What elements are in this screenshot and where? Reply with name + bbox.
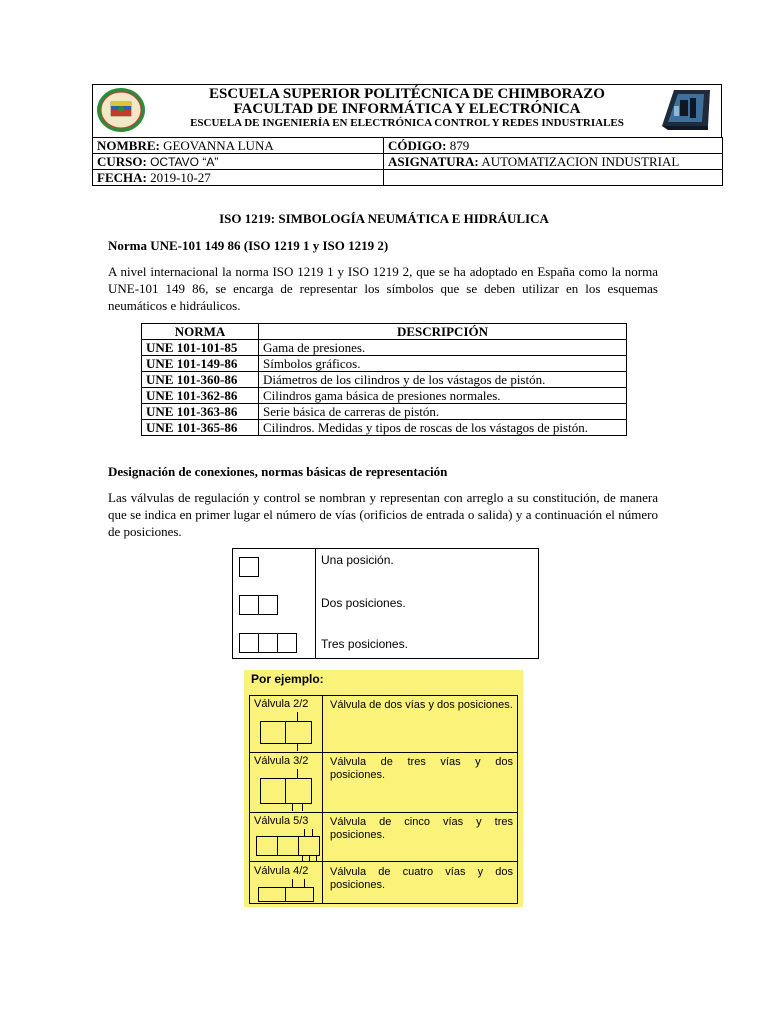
info-row	[93, 138, 723, 154]
table-row	[142, 388, 627, 404]
valve-port	[302, 856, 303, 861]
two-position-label: Dos posiciones.	[321, 596, 406, 610]
codigo-label: CÓDIGO:	[388, 137, 447, 153]
positions-divider	[315, 548, 316, 659]
norm-description: Cilindros gama básica de presiones normales.	[259, 388, 627, 404]
valve-port	[316, 856, 317, 861]
two-position-symbol	[239, 595, 278, 615]
norm-description: Diámetros de los cilindros y de los vástagos de pistón.	[259, 372, 627, 388]
position-square	[277, 633, 297, 653]
norm-code: UNE 101-149-86	[142, 356, 259, 372]
example-grid-line	[249, 752, 518, 753]
fecha-value: 2019-10-27	[150, 169, 211, 185]
valve-port	[302, 804, 303, 811]
valve-port	[297, 769, 298, 778]
faculty-name: FACULTAD DE INFORMÁTICA Y ELECTRÓNICA	[233, 101, 581, 117]
valve-port	[292, 804, 293, 811]
valve-port	[292, 879, 293, 887]
document-title: ISO 1219: SIMBOLOGÍA NEUMÁTICA E HIDRÁULICA	[219, 211, 549, 226]
valve-port	[309, 856, 310, 861]
table-row	[142, 420, 627, 436]
valve-divider	[298, 836, 299, 856]
valve-description: Válvula de dos vías y dos posiciones.	[330, 699, 513, 711]
norm-description: Cilindros. Medidas y tipos de roscas de los vástagos de pistón.	[259, 420, 627, 436]
one-position-label: Una posición.	[321, 553, 394, 567]
table-row	[142, 340, 627, 356]
curso-label: CURSO:	[97, 153, 147, 169]
valve-port	[312, 829, 313, 836]
empty-cell	[384, 170, 723, 186]
codigo-value: 879	[449, 137, 470, 153]
fecha-label: FECHA:	[97, 169, 147, 185]
valve-divider	[285, 778, 286, 804]
norm-description: Símbolos gráficos.	[259, 356, 627, 372]
position-square	[258, 595, 278, 615]
valve-name: Válvula 2/2	[254, 698, 309, 710]
header-descripcion: DESCRIPCIÓN	[259, 324, 627, 340]
intro-paragraph: A nivel internacional la norma ISO 1219 1 y ISO 1219 2, que se ha adoptado en España como la norma UNE-101 149 86, se encarga de representar los símbolos que se deben utilizar en los esquemas neumáticos e hidráulicos.	[108, 264, 658, 313]
valve-port	[304, 879, 305, 887]
valve-3-2-symbol	[260, 778, 312, 804]
norm-description: Serie básica de carreras de pistón.	[259, 404, 627, 420]
position-square	[258, 633, 278, 653]
valve-description: Válvula de tres vías y dos posiciones.	[330, 756, 513, 781]
valve-4-2-symbol	[258, 887, 314, 902]
norm-code: UNE 101-360-86	[142, 372, 259, 388]
codigo-cell	[384, 138, 723, 154]
asignatura-cell	[384, 154, 723, 170]
asignatura-label: ASIGNATURA:	[388, 153, 479, 169]
valve-name: Válvula 3/2	[254, 755, 309, 767]
section-heading: Norma UNE-101 149 86 (ISO 1219 1 y ISO 1219 2)	[108, 238, 389, 253]
nombre-label: NOMBRE:	[97, 137, 160, 153]
valve-divider	[285, 721, 286, 744]
norm-code: UNE 101-363-86	[142, 404, 259, 420]
table-row	[142, 372, 627, 388]
institution-name: ESCUELA SUPERIOR POLITÉCNICA DE CHIMBORAZO	[209, 86, 605, 102]
fecha-cell	[93, 170, 384, 186]
nombre-value: GEOVANNA LUNA	[163, 137, 274, 153]
one-position-symbol	[239, 557, 259, 577]
norm-description: Gama de presiones.	[259, 340, 627, 356]
valve-divider	[285, 887, 286, 902]
valve-5-3-symbol	[256, 836, 320, 856]
connections-paragraph: Las válvulas de regulación y control se nombran y representan con arreglo a su constitución, de manera que se indica en primer lugar el número de vías (orificios de entrada o salida) y a continuación el número de posiciones.	[108, 490, 658, 539]
info-row	[93, 154, 723, 170]
position-square	[239, 633, 259, 653]
example-grid-line	[249, 812, 518, 813]
asignatura-value: AUTOMATIZACION INDUSTRIAL	[481, 153, 680, 169]
valve-port	[297, 712, 298, 721]
norms-header-row	[142, 324, 627, 340]
valve-description: Válvula de cuatro vías y dos posiciones.	[330, 866, 513, 891]
nombre-cell	[93, 138, 384, 154]
three-position-symbol	[239, 633, 297, 653]
student-info-table	[92, 137, 723, 186]
example-grid-divider	[322, 695, 323, 904]
valve-name: Válvula 4/2	[254, 865, 309, 877]
school-name: ESCUELA DE INGENIERÍA EN ELECTRÓNICA CONTROL Y REDES INDUSTRIALES	[190, 117, 624, 129]
norm-code: UNE 101-101-85	[142, 340, 259, 356]
header-norma: NORMA	[142, 324, 259, 340]
valve-port	[304, 829, 305, 836]
valve-2-2-symbol	[260, 721, 312, 744]
position-square	[239, 595, 259, 615]
valve-description: Válvula de cinco vías y tres posiciones.	[330, 816, 513, 841]
table-row	[142, 404, 627, 420]
three-position-label: Tres posiciones.	[321, 637, 408, 651]
table-row	[142, 356, 627, 372]
info-row	[93, 170, 723, 186]
example-title: Por ejemplo:	[251, 672, 324, 686]
norm-code: UNE 101-365-86	[142, 420, 259, 436]
valve-name: Válvula 5/3	[254, 815, 309, 827]
curso-cell	[93, 154, 384, 170]
example-grid-line	[249, 861, 518, 862]
valve-divider	[277, 836, 278, 856]
section-heading-connections: Designación de conexiones, normas básicas de representación	[108, 464, 448, 479]
curso-value: OCTAVO “A”	[150, 154, 219, 169]
valve-port	[297, 744, 298, 751]
norms-table	[141, 323, 627, 436]
norm-code: UNE 101-362-86	[142, 388, 259, 404]
